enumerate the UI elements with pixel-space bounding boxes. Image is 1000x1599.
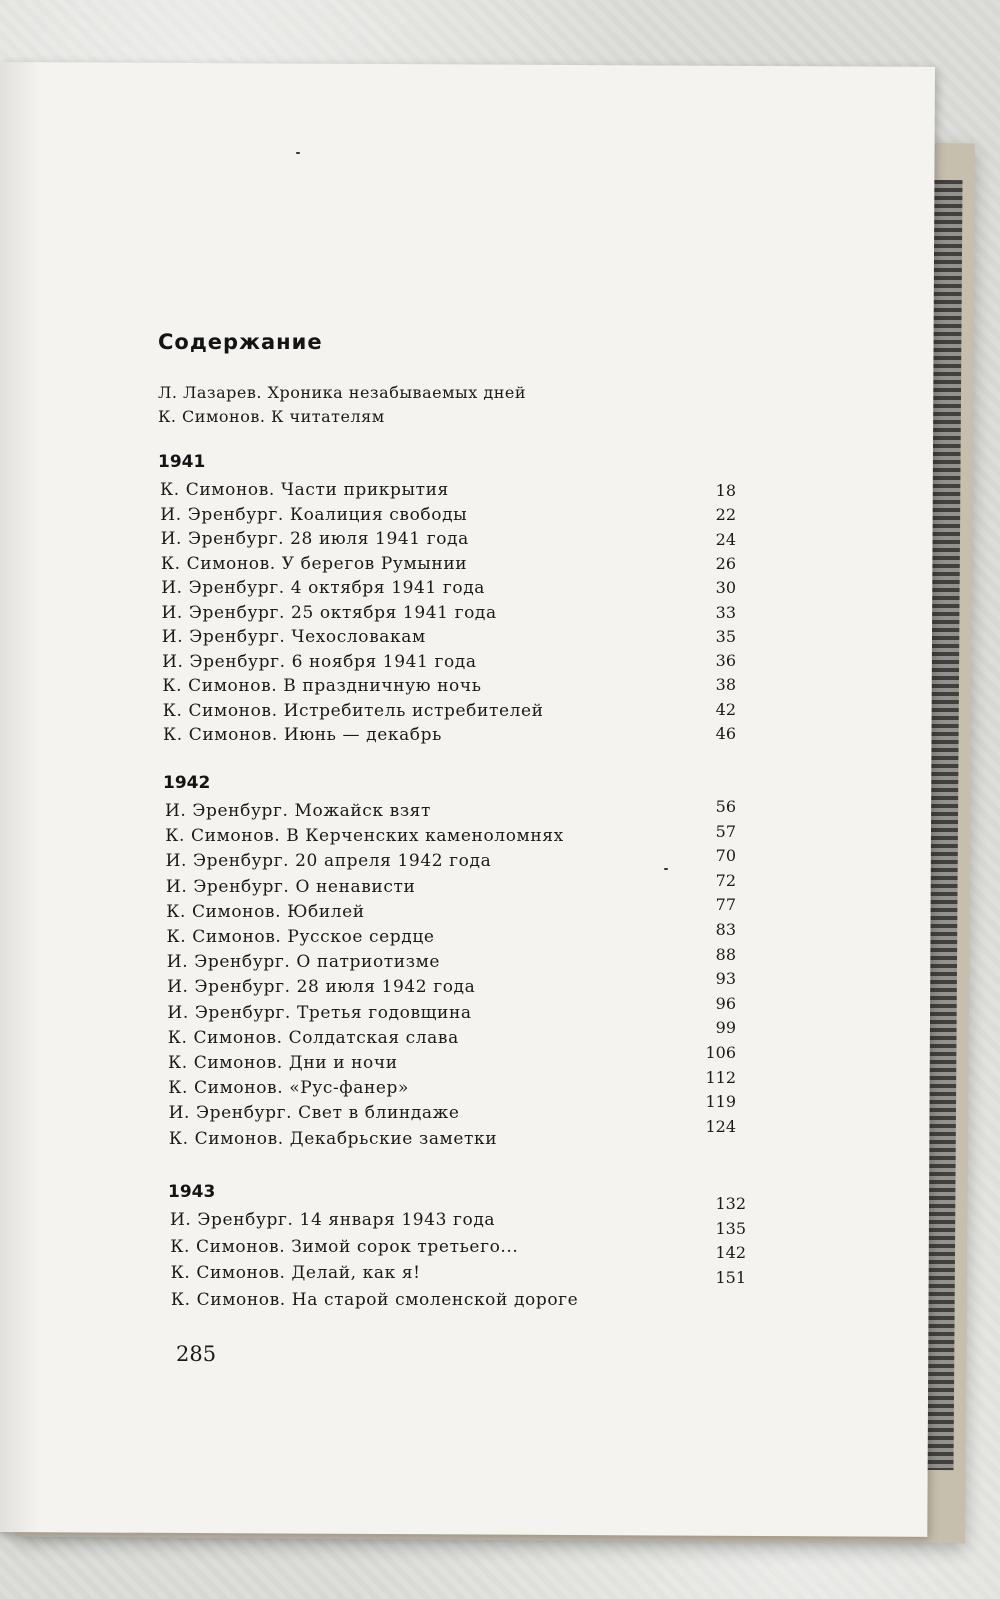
toc-entry-page: 93 — [715, 969, 736, 989]
intro-entry: К. Симонов. К читателям — [158, 407, 385, 426]
year-heading: 1941 — [158, 452, 206, 472]
toc-entry-title: К. Симонов. Зимой сорок третьего... — [170, 1236, 519, 1257]
toc-entry-title: К. Симонов. В Керченских каменоломнях — [165, 826, 564, 847]
toc-entry-title: И. Эренбург. Коалиция свободы — [160, 504, 468, 525]
toc-entry-title: К. Симонов. На старой смоленской дороге — [170, 1289, 579, 1310]
toc-entry-page: 83 — [715, 920, 736, 939]
toc-entry-page: 132 — [715, 1194, 746, 1213]
intro-entry: Л. Лазарев. Хроника незабываемых дней — [158, 383, 527, 402]
toc-entry-page: 99 — [715, 1018, 736, 1038]
year-heading: 1942 — [163, 773, 211, 793]
book-page — [0, 62, 935, 1537]
toc-entry-title: К. Симонов. Июнь — декабрь — [163, 725, 442, 745]
toc-entry-page: 33 — [715, 602, 736, 622]
toc-entry-title: К. Симонов. У берегов Румынии — [160, 553, 468, 574]
toc-entry-page: 88 — [715, 944, 736, 964]
toc-entry-page: 57 — [715, 821, 736, 841]
toc-entry-title: И. Эренбург. Можайск взят — [165, 801, 432, 821]
toc-entry-page: 22 — [715, 505, 736, 525]
toc-entry-page: 18 — [715, 481, 736, 500]
toc-entry-page: 96 — [715, 993, 736, 1013]
toc-entry-title: И. Эренбург. Третья годовщина — [167, 1002, 472, 1023]
toc-entry-title: И. Эренбург. 28 июля 1941 года — [160, 529, 469, 549]
toc-entry-page: 38 — [715, 675, 736, 695]
toc-entry-page: 135 — [715, 1218, 746, 1238]
page-shadow — [0, 62, 40, 1532]
contents-heading: Содержание — [158, 330, 323, 354]
toc-entry-title: К. Симонов. Части прикрытия — [160, 480, 449, 500]
toc-entry-page: 112 — [705, 1067, 736, 1087]
toc-entry-page: 70 — [715, 846, 736, 866]
toc-entry-title: И. Эренбург. Чехословакам — [161, 627, 426, 647]
toc-entry-title: К. Симонов. Дни и ночи — [168, 1053, 398, 1073]
toc-entry-title: И. Эренбург. 6 ноября 1941 года — [162, 651, 477, 672]
print-speck — [296, 152, 300, 154]
toc-entry-page: 142 — [715, 1243, 746, 1263]
toc-entry-title: К. Симонов. «Рус-фанер» — [168, 1078, 410, 1099]
toc-entry-page: 35 — [715, 626, 736, 646]
toc-entry-page: 46 — [715, 724, 736, 743]
toc-entry-title: И. Эренбург. О ненависти — [165, 876, 416, 897]
toc-entry-page: 24 — [715, 529, 736, 549]
toc-entry-page: 124 — [705, 1116, 736, 1136]
toc-entry-title: К. Симонов. Декабрьские заметки — [168, 1128, 498, 1149]
toc-entry-page: 119 — [705, 1092, 736, 1112]
toc-entry-title: И. Эренбург. 28 июля 1942 года — [167, 977, 476, 998]
toc-entry-page: 26 — [715, 553, 736, 573]
toc-entry-title: И. Эренбург. О патриотизме — [166, 952, 441, 973]
toc-entry-title: И. Эренбург. 20 апреля 1942 года — [165, 851, 492, 872]
toc-entry-title: К. Симонов. Юбилей — [166, 901, 365, 922]
toc-entry-page: 151 — [715, 1267, 746, 1287]
toc-entry-title: К. Симонов. В праздничную ночь — [162, 676, 482, 696]
toc-entry-page: 77 — [715, 895, 736, 915]
toc-entry-title: И. Эренбург. 4 октября 1941 года — [161, 578, 486, 598]
year-heading: 1943 — [168, 1182, 216, 1202]
toc-entry-title: К. Симонов. Русское сердце — [166, 927, 435, 947]
toc-entry-title: К. Симонов. Делай, как я! — [170, 1263, 421, 1283]
toc-entry-page: 36 — [715, 651, 736, 671]
toc-entry-title: И. Эренбург. Свет в блиндаже — [168, 1103, 460, 1124]
toc-entry-page: 72 — [715, 870, 736, 890]
toc-entry-title: И. Эренбург. 14 января 1943 года — [170, 1210, 496, 1230]
toc-entry-page: 56 — [715, 797, 736, 816]
print-speck — [664, 868, 668, 870]
toc-entry-page: 42 — [715, 699, 736, 719]
toc-entry-title: К. Симонов. Истребитель истребителей — [162, 700, 544, 721]
toc-entry-title: И. Эренбург. 25 октября 1941 года — [161, 602, 497, 623]
toc-entry-page: 106 — [705, 1043, 736, 1062]
toc-entry-title: К. Симонов. Солдатская слава — [167, 1027, 459, 1048]
toc-entry-page: 30 — [715, 578, 736, 598]
page-number: 285 — [176, 1342, 217, 1366]
